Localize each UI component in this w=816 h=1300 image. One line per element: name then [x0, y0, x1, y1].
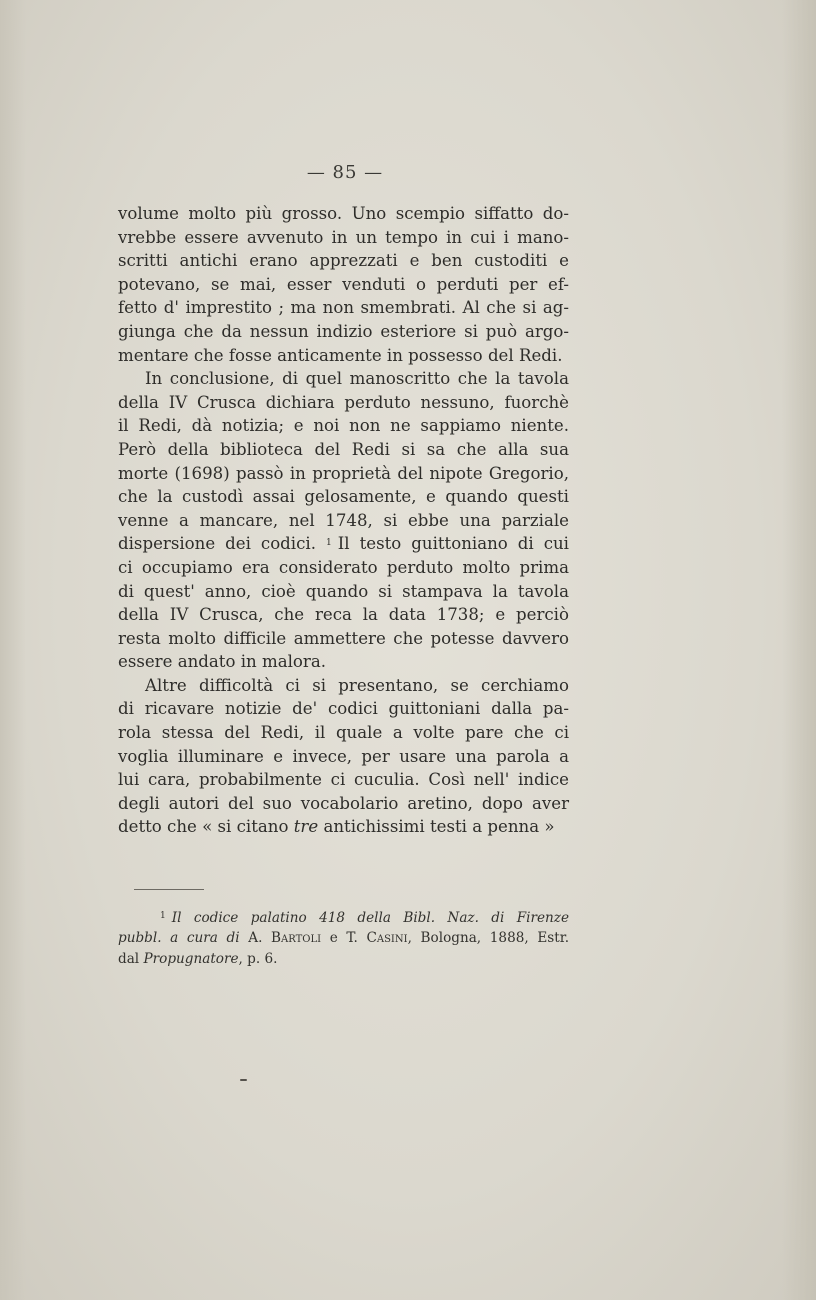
text-line: mentare che fosse anticamente in possesso del Redi. — [118, 345, 563, 365]
footnote-line — [118, 928, 569, 950]
text-line: della IV Crusca dichiara perduto nessuno, fuorchè — [118, 392, 569, 412]
footnote — [118, 906, 569, 971]
text-segment: Il testo guittoniano di cui — [337, 534, 569, 554]
text-line: volume molto più grosso. Uno scempio siffatto do- — [118, 204, 569, 223]
text-line-with-italic — [118, 815, 569, 839]
footnote-journal: Propugnatore — [143, 951, 239, 967]
text-line: che la custodì assai gelosamente, e quando questi — [118, 487, 569, 507]
footnote-page-ref: , p. 6. — [238, 951, 278, 967]
text-segment: detto che « si citano — [118, 817, 289, 837]
text-line: resta molto difficile ammettere che potesse davvero — [118, 628, 569, 648]
footnote-line — [118, 906, 569, 928]
text-line: di ricavare notizie de' codici guittoniani dalla pa- — [118, 699, 569, 719]
text-line: venne a mancare, nel 1748, si ebbe una parziale — [118, 510, 569, 530]
footnote-line — [118, 949, 569, 971]
text-segment: antichissimi testi a penna » — [323, 817, 555, 837]
footnote-reference: 1 — [326, 538, 332, 549]
footnote-conjunction: e — [329, 929, 338, 946]
text-line: ci occupiamo era considerato perduto molto prima — [118, 557, 569, 577]
footnote-place-date: , Bologna, 1888, Estr. — [407, 929, 570, 946]
text-line: di quest' anno, cioè quando si stampava la tavola — [118, 581, 569, 601]
paragraph-start-line: Altre difficoltà ci si presentano, se cerchiamo — [145, 675, 569, 695]
footnote-separator — [134, 889, 204, 890]
paragraph-start-line: In conclusione, di quel manoscritto che la tavola — [145, 369, 569, 389]
page-number: — 85 — — [306, 162, 384, 183]
footnote-from: dal — [118, 951, 140, 967]
footnote-title: Il codice palatino 418 della Bibl. Naz. di Firenze — [171, 910, 569, 926]
footnote-author: A. Bartoli — [248, 929, 322, 946]
text-line-with-footnote-ref — [118, 532, 569, 556]
page-edge-shadow-left — [0, 0, 26, 1300]
text-line: potevano, se mai, esser venduti o perduti per ef- — [118, 274, 569, 294]
text-segment: dispersione dei codici. — [118, 534, 316, 554]
page-edge-shadow-right — [782, 0, 816, 1300]
text-line: degli autori del suo vocabolario aretino, dopo aver — [118, 793, 569, 813]
text-line: Però della biblioteca del Redi si sa che alla sua — [118, 439, 569, 459]
text-line: giunga che da nessun indizio esteriore si può argo- — [118, 321, 569, 341]
text-line: essere andato in malora. — [118, 652, 327, 672]
text-line: voglia illuminare e invece, per usare una parola a — [118, 746, 569, 766]
footnote-marker: 1 — [160, 911, 166, 921]
text-line: il Redi, dà notizia; e noi non ne sappiamo niente. — [118, 416, 569, 436]
text-line: vrebbe essere avvenuto in un tempo in cui i mano- — [118, 227, 569, 247]
text-line: fetto d' imprestito ; ma non smembrati. Al che si ag- — [118, 298, 569, 318]
footnote-author: T. Casini — [346, 929, 408, 946]
italic-word: tre — [293, 817, 319, 837]
text-line: scritti antichi erano apprezzati e ben custoditi e — [118, 251, 569, 271]
text-line: rola stessa del Redi, il quale a volte pare che ci — [118, 723, 569, 743]
ink-blot — [240, 1079, 247, 1081]
text-line: lui cara, probabilmente ci cuculia. Così nell' indice — [118, 770, 569, 790]
body-text — [118, 202, 569, 839]
text-line: della IV Crusca, che reca la data 1738; e perciò — [118, 605, 569, 625]
footnote-publ: pubbl. a cura di — [118, 929, 240, 946]
text-line: morte (1698) passò in proprietà del nipote Gregorio, — [118, 463, 569, 483]
